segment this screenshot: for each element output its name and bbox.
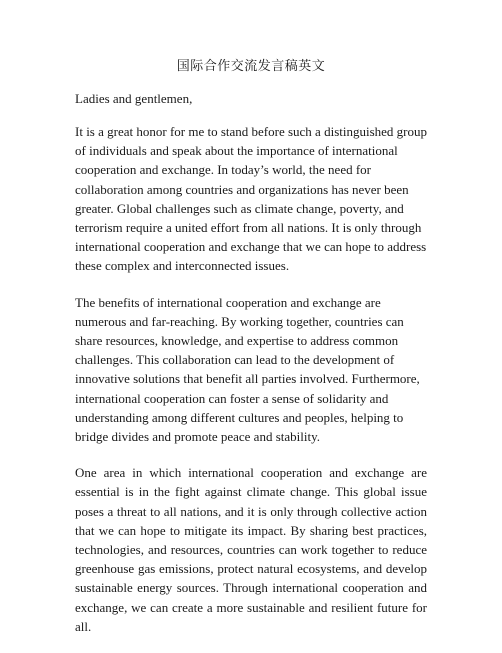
document-page — [75, 58, 427, 653]
paragraph-2: The benefits of international cooperation and exchange are numerous and far-reaching. By working together, countries can share resources, knowledge, and expertise to address common challenges. This collaboration can lead to the development of innovative solutions that benefit all parties involved. Furthermore, international cooperation can foster a sense of solidarity and understanding among different cultures and peoples, helping to bridge divides and promote peace and stability. — [75, 294, 420, 445]
document-title: 国际合作交流发言稿英文 — [176, 59, 326, 74]
paragraph-3: One area in which international cooperation and exchange are essential is in the fight against climate change. This global issue poses a threat to all nations, and it is only through collective action that we can hope to mitigate its impact. By sharing best practices, technologies, and resources, countries can work together to reduce greenhouse gas emissions, protect natural ecosystems, and develop sustainable energy sources. Through international cooperation and exchange, we can create a more sustainable and resilient future for all. — [75, 465, 427, 634]
salutation: Ladies and gentlemen, — [75, 91, 193, 106]
paragraph-1: It is a great honor for me to stand before such a distinguished group of individuals and speak about the importance of international cooperation and exchange. In today’s world, the need for collaboration among countries and organizations has never been greater. Global challenges such as climate change, poverty, and terrorism require a united effort from all nations. It is only through international cooperation and exchange that we can hope to address these complex and interconnected issues. — [75, 124, 427, 274]
